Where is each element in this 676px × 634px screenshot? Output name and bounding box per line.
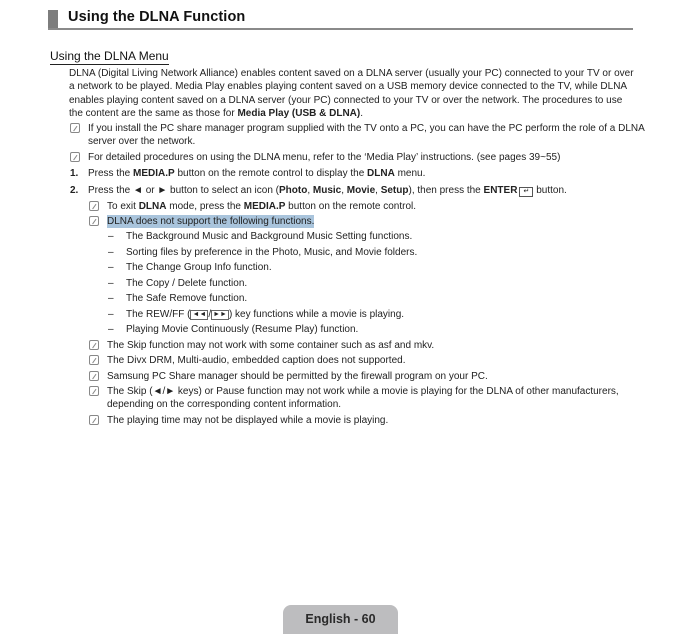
enter-key-icon: ↵ <box>519 187 533 197</box>
note-item <box>70 122 645 148</box>
page-number: English - 60 <box>305 612 376 626</box>
rewind-key-icon: ◄◄ <box>192 311 207 318</box>
intro-text: DLNA (Digital Living Network Alliance) enables content saved on a DLNA server (usually your PC) connected to your TV or over a network to be played. Media Play enables playing content saved on a USB memory device connected to the TV, while DLNA enables playing content saved on a DLNA server (your PC) connected to your TV or over the network. The procedures to use the content are the same as those for <box>69 68 634 119</box>
chapter-header <box>48 8 633 30</box>
dash-bullet: – <box>108 278 114 289</box>
dash-bullet: – <box>108 324 114 335</box>
page-title: Using the DLNA Function <box>68 9 246 25</box>
note-icon <box>89 201 99 211</box>
step-number: 2. <box>70 185 79 196</box>
dash-bullet: – <box>108 247 114 258</box>
note-icon <box>89 415 99 425</box>
note-icon <box>70 123 80 133</box>
note-text: To exit DLNA mode, press the MEDIA.P button on the remote control. <box>107 201 417 212</box>
unsupported-item-text: Sorting files by preference in the Photo, Music, and Movie folders. <box>126 247 418 258</box>
note-icon <box>70 152 80 162</box>
title-marker-block <box>48 10 58 28</box>
page-footer-tab <box>283 605 398 634</box>
unsupported-item-text: The REW/FF ( ◄◄ / ►► ) key functions while a movie is playing. <box>126 309 405 320</box>
unsupported-item-text: The Change Group Info function. <box>126 262 272 273</box>
note-text: Samsung PC Share manager should be permitted by the firewall program on your PC. <box>107 371 488 382</box>
intro-bold-text: Media Play (USB & DLNA) <box>237 107 361 119</box>
unsupported-item-text: The Safe Remove function. <box>126 293 248 304</box>
section-title: Using the DLNA Menu <box>50 49 169 63</box>
dash-bullet: – <box>108 231 114 242</box>
unsupported-item-text: The Background Music and Background Music Setting functions. <box>126 231 413 242</box>
step-text: Press the MEDIA.P button on the remote control to display the DLNA menu. <box>88 168 426 179</box>
note-icon <box>89 371 99 381</box>
step-number: 1. <box>70 168 79 179</box>
note-text: The Skip (◄/► keys) or Pause function may not work while a movie is playing for the DLNA of other manufacturers, depending on the corresponding content information. <box>107 386 619 411</box>
note-text: If you install the PC share manager program supplied with the TV onto a PC, you can have the PC perform the role of a DLNA server over the network. <box>88 123 645 148</box>
highlighted-note-text[interactable]: DLNA does not support the following functions. <box>107 216 315 227</box>
unsupported-item-text: The Copy / Delete function. <box>126 278 248 289</box>
note-text: The playing time may not be displayed while a movie is playing. <box>107 415 389 426</box>
step-text: Press the ◄ or ► button to select an icon (Photo, Music, Movie, Setup), then press the ENTER ↵ button. <box>88 185 567 196</box>
dash-bullet: – <box>108 309 114 320</box>
note-icon <box>89 386 99 396</box>
note-text: The Divx DRM, Multi-audio, embedded caption does not supported. <box>107 355 406 366</box>
dash-bullet: – <box>108 293 114 304</box>
note-text: For detailed procedures on using the DLNA menu, refer to the ‘Media Play’ instructions. (see pages 39~55) <box>88 152 561 163</box>
dash-bullet: – <box>108 262 114 273</box>
note-icon <box>89 340 99 350</box>
fast-forward-key-icon: ►► <box>213 311 227 318</box>
intro-paragraph <box>69 67 634 120</box>
note-icon <box>89 216 99 226</box>
unsupported-item-text: Playing Movie Continuously (Resume Play) function. <box>126 324 359 335</box>
note-icon <box>89 355 99 365</box>
note-text: The Skip function may not work with some container such as asf and mkv. <box>107 340 435 351</box>
intro-end: . <box>360 107 364 119</box>
